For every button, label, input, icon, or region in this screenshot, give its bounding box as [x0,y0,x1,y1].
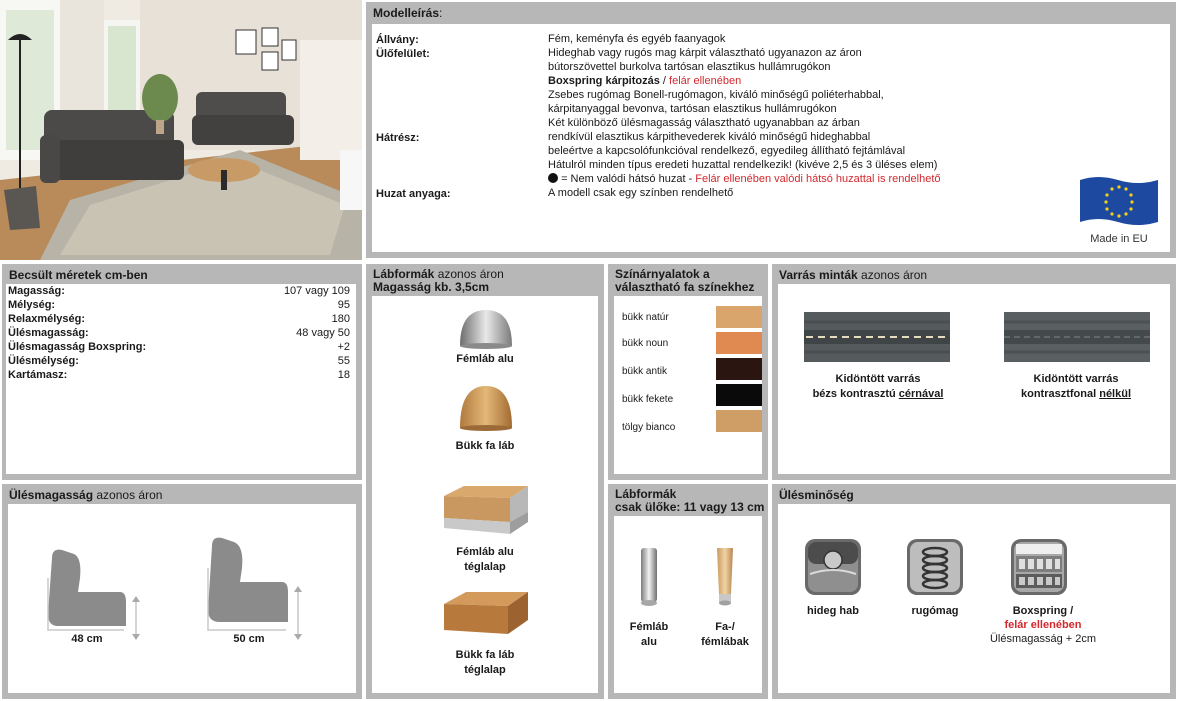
stitch-panel [772,264,1176,480]
dim-row-seat-height-boxspring [8,340,350,354]
desc-value-boxspring [548,75,741,89]
dim-row-seat-height [8,326,350,340]
desc-value: A modell csak egy színben rendelhető [548,187,734,199]
seat-height-48-label: 48 cm [71,633,103,645]
swatch-label: tölgy bianco [622,422,676,433]
seat-height-title: Ülésmagasság azonos áron [4,486,360,504]
dim-row-depth [8,298,350,312]
made-in-eu-badge [1076,174,1162,244]
desc-value: Zsebes rugómag Bonell-rugómagon, kiváló minőségű poliéterhabbal, [548,89,884,101]
cover-note-red: Felár ellenében valódi hátsó huzattal is rendelhető [695,173,941,185]
wood-rect-foot-icon [440,586,532,642]
seat-quality-panel [772,484,1176,699]
stitch-plain-sample [1004,312,1150,362]
chair-50-icon [208,538,302,640]
made-in-eu-label: Made in EU [1090,233,1148,245]
swatch-label: bükk antik [622,366,668,377]
spring-core-icon [906,538,964,596]
leg-label: Fémláb alu [629,621,669,648]
foot-label: Bükk fa láb téglalap [455,649,515,676]
swatch-buk-antik [716,358,762,380]
wood-dome-foot-icon [456,382,516,432]
separator: / [659,75,670,87]
cover-note-text: = Nem valódi hátsó huzat - [561,173,696,185]
dim-key: Ülésmagasság Boxspring: [8,341,147,353]
dim-row-armrest [8,368,350,382]
metal-dome-foot-icon [456,306,516,350]
model-description-title: Modelleírás: [368,4,1174,22]
desc-value: kárpitanyaggal bevonva, tartósan elasztikus hullámrugókon [548,103,837,115]
seat-height-panel [2,484,362,699]
eu-flag-icon [1076,174,1162,230]
swatch-tolgy-bianco [716,410,762,432]
dim-key: Mélység: [8,299,56,311]
swatch-buk-noun [716,332,762,354]
chair-48-icon [48,550,140,640]
desc-value: Két különböző ülésmagasság választható ugyanabban az árban [548,117,860,129]
boxspring-icon [1010,538,1068,596]
desc-label-hatresz: Hátrész: [376,132,420,144]
desc-label-ulofelulet: Ülőfelület: [376,48,430,60]
desc-value: Hátulról minden típus eredeti huzattal rendelkezik! (kivéve 2,5 és 3 üléses elem) [548,159,938,171]
stitch-body [778,284,1170,474]
metal-rect-foot-icon [440,482,532,542]
dim-key: Relaxmélység: [8,313,86,325]
dim-value: +2 [337,341,350,353]
seat-quality-body [778,504,1170,693]
feet-seat-panel [608,484,768,699]
desc-value: Hideghab vagy rugós mag kárpit választható ugyanazon az áron [548,47,862,59]
feet-body [372,296,598,693]
dim-value: 55 [337,355,350,367]
dim-value: 180 [331,313,350,325]
desc-value: Fém, keményfa és egyéb faanyagok [548,33,726,45]
foot-label: Fémláb alu téglalap [456,546,514,573]
stitch-beige-sample [804,312,950,362]
product-photo [0,0,362,260]
dimensions-panel [2,264,362,480]
desc-value: bútorszövettel burkolva tartósan elasztikus hullámrugókon [548,61,831,73]
swatch-label: bükk noun [622,338,669,349]
feet-panel [366,264,604,699]
desc-label-huzat: Huzat anyaga: [376,188,451,200]
quality-label: hideg hab [807,605,859,617]
leg-label: Fa-/ fémlábak [701,621,749,648]
dim-row-height [8,284,350,298]
wood-colors-title: Színárnyalatok a választható fa színekhez [610,266,766,296]
stitch-label: Kidöntött varrás kontrasztfonal nélkül [1020,373,1132,400]
model-description-body [372,24,1170,252]
quality-label: rugómag [911,605,959,617]
wood-metal-leg-icon [714,546,736,608]
dim-value: 95 [337,299,350,311]
stitch-title: Varrás minták azonos áron [774,266,1174,284]
dim-value: 107 vagy 109 [283,285,350,297]
feet-seat-body [614,516,762,693]
swatch-label: bükk natúr [622,312,669,323]
metal-leg-icon [638,546,660,608]
swatch-buk-natur [716,306,762,328]
feet-seat-title: Lábformák csak ülőke: 11 vagy 13 cm [610,486,766,516]
seat-height-body [8,504,356,693]
dimensions-body [6,284,356,474]
foot-label: Bükk fa láb [455,440,515,452]
wood-colors-body [614,296,762,474]
swatch-buk-fekete [716,384,762,406]
desc-label-allvany: Állvány: [376,34,419,46]
cold-foam-icon [804,538,862,596]
surcharge-text: felár ellenében [669,75,742,87]
desc-value: beleértve a kapcsolófunkcióval rendelkező, egyedileg állítható fejtámlával [548,145,906,157]
quality-label-boxspring: Boxspring / felár ellenében Ülésmagasság + 2cm [989,605,1097,645]
dim-key: Ülésmagasság: [8,327,89,339]
dimensions-title: Becsült méretek cm-ben [4,266,360,284]
dim-key: Magasság: [8,285,65,297]
desc-value-cover-note [548,173,941,187]
swatch-label: bükk fekete [622,394,674,405]
dim-row-seat-depth [8,354,350,368]
seat-height-50-label: 50 cm [233,633,265,645]
dim-key: Kartámasz: [8,369,68,381]
model-description-panel [366,2,1176,258]
wood-colors-panel [608,264,768,480]
foot-label: Fémláb alu [456,353,514,365]
black-dot-icon [548,173,558,183]
dim-value: 18 [337,369,350,381]
desc-value: rendkívül elasztikus kárpithevederek kiváló minőségű hideghabbal [548,131,871,143]
dim-value: 48 vagy 50 [296,327,350,339]
dim-row-relax-depth [8,312,350,326]
dim-key: Ülésmélység: [8,355,79,367]
stitch-label: Kidöntött varrás bézs kontrasztú cérnával [812,373,944,400]
feet-title: Lábformák azonos áron Magasság kb. 3,5cm [368,266,602,296]
boxspring-label: Boxspring kárpitozás [548,75,660,87]
seat-quality-title: Ülésminőség [774,486,1174,504]
